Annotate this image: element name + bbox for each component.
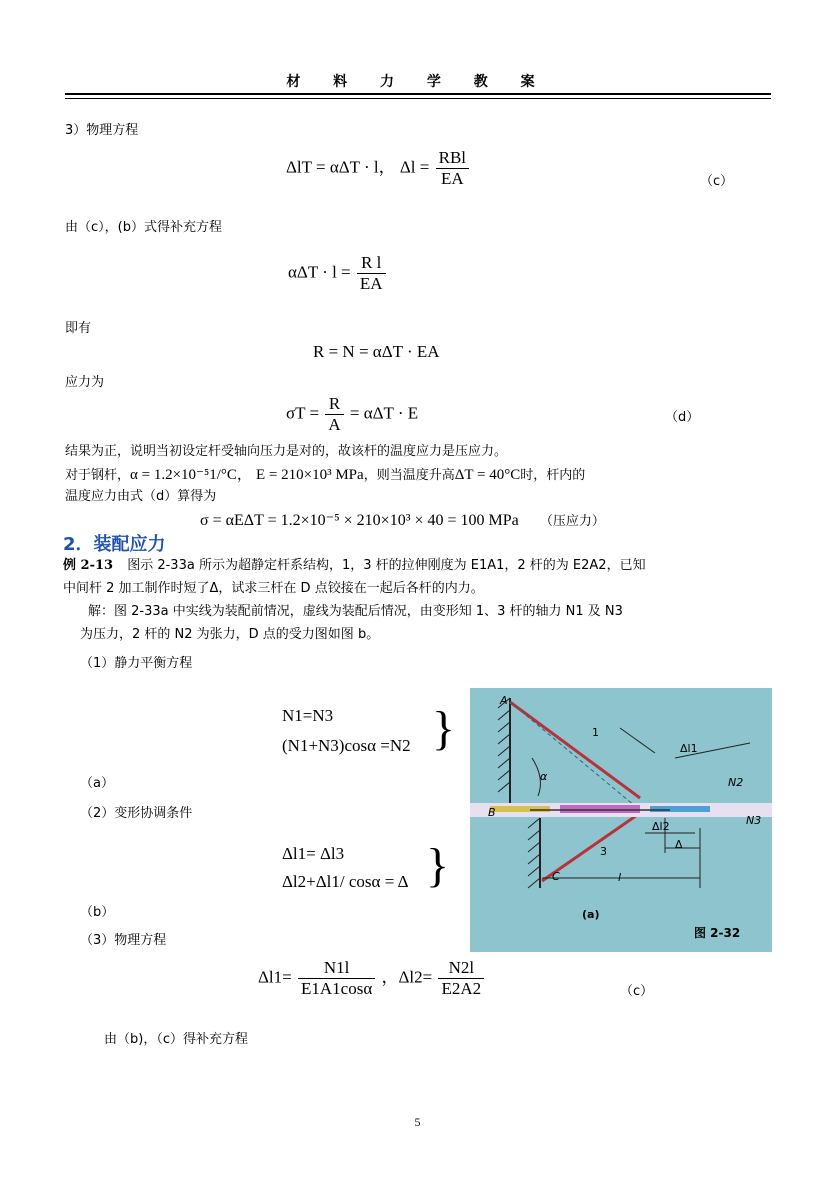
eq2-numerator: R l [357,253,386,274]
label-rod3: 3 [600,845,607,858]
steel-prefix: 对于钢杆， [65,468,131,483]
dT-value: ΔT = 40°C [454,467,521,483]
label-l: l [618,871,622,884]
E-value: E = 210×10³ MPa [256,467,364,483]
text-line: 由（b)，（c）得补充方程 [104,1032,248,1047]
equation-3: R = N = αΔT · EA [313,342,440,361]
system-b-line2: Δl2+Δl1/ cosα = Δ [282,872,409,891]
steel-suffix: 时，杆内的 [520,468,586,483]
figure-2-32 [470,688,772,952]
header-rule-thick [65,93,771,95]
eq2-denominator: EA [359,274,383,293]
figure-caption: 图 2-32 [694,926,741,940]
header-rule-thin [65,98,771,99]
equation-tag: （c） [620,984,654,999]
label-B: B [488,806,496,819]
label-sub-a: (a) [582,908,600,921]
text-line: 3）物理方程 [65,123,139,138]
text-line: 中间杆 2 加工制作时短了Δ，试求三杆在 D 点铰接在一起后各杆的内力。 [63,581,484,596]
eq1-numerator: RBl [436,148,469,169]
physical-equations [258,958,486,999]
steel-mid: ，则当温度升高 [363,468,455,483]
phys-fraction2 [438,958,484,999]
label-alpha: α [540,770,548,783]
step-heading: （3）物理方程 [80,933,167,948]
text-line: 应力为 [65,375,105,390]
text-line: 为压力，2 杆的 N2 为张力，D 点的受力图如图 b。 [80,627,380,642]
label-A: A [500,694,508,707]
text-line: 温度应力由式（d）算得为 [65,489,217,504]
phys-fraction1 [298,958,375,999]
phys-num1: N1l [298,958,375,979]
label-dl2: Δl2 [652,820,670,833]
label-dl1: Δl1 [680,742,698,755]
text-line-steel [65,466,585,485]
phys-lhs2: ，Δl2= [381,967,433,987]
example-line [63,557,646,575]
equation-c [286,148,471,189]
equation-supplement [288,253,388,294]
step-heading: （1）静力平衡方程 [80,656,193,671]
equation-d [286,394,418,435]
label-delta: Δ [675,838,683,851]
eq4-rhs: = αΔT · E [349,403,419,423]
phys-lhs1: Δl1= [258,967,292,987]
section-heading: 2．装配应力 [63,534,166,555]
right-brace: } [426,839,450,892]
eq1-fraction [436,148,469,189]
alpha-value: α = 1.2×10⁻⁵1/°C， [130,467,252,483]
eq4-fraction [325,394,343,435]
example-text: 图示 2-33a 所示为超静定杆系结构，1，3 杆的拉伸刚度为 E1A1，2 杆的为 E2A2，已知 [127,558,646,573]
system-a-line1: N1=N3 [282,706,334,725]
system-a-line2: (N1+N3)cosα =N2 [282,736,411,755]
step-heading: （2）变形协调条件 [80,806,193,821]
system-b-line1: Δl1= Δl3 [282,844,345,863]
eq1-left: ΔlT = αΔT · l， [286,157,396,177]
text-line: 结果为正，说明当初设定杆受轴向压力是对的，故该杆的温度应力是压应力。 [65,444,508,459]
figure-drawing [470,688,772,952]
example-label: 例 2-13 [63,558,114,573]
eq4-lhs: σT = [286,403,320,423]
phys-den1: E1A1cosα [301,979,373,998]
eq1-denominator: EA [440,169,464,188]
label-C: C [552,870,560,883]
equation-tag: （b） [80,905,115,920]
label-N2: N2 [728,776,744,789]
compressive-note: （压应力） [539,514,605,529]
label-N3: N3 [746,814,762,827]
phys-den2: E2A2 [441,979,482,998]
equation-tag: （c） [700,174,734,189]
equation-result [200,510,605,531]
right-brace: } [432,702,456,755]
eq1-right-lhs: Δl = [399,157,430,177]
eq4-numerator: R [325,394,343,415]
equation-tag: （d） [665,410,700,425]
eq4-denominator: A [328,415,341,434]
text-line: 由（c），(b）式得补充方程 [65,220,222,235]
text-line: 即有 [65,321,92,336]
text-line: 解：图 2-33a 中实线为装配前情况，虚线为装配后情况，由变形知 1、3 杆的轴力 N1 及 N3 [88,604,623,619]
label-rod1: 1 [592,726,599,739]
eq2-fraction [357,253,386,294]
equation-tag: （a） [80,776,114,791]
page-number: 5 [414,1115,421,1129]
eq6: σ = αEΔT = 1.2×10⁻⁵ × 210×10³ × 40 = 100 MPa [200,512,519,529]
phys-num2: N2l [438,958,484,979]
eq2-lhs: αΔT · l = [288,262,351,282]
page-header-title: 材 料 力 学 教 案 [286,74,549,90]
